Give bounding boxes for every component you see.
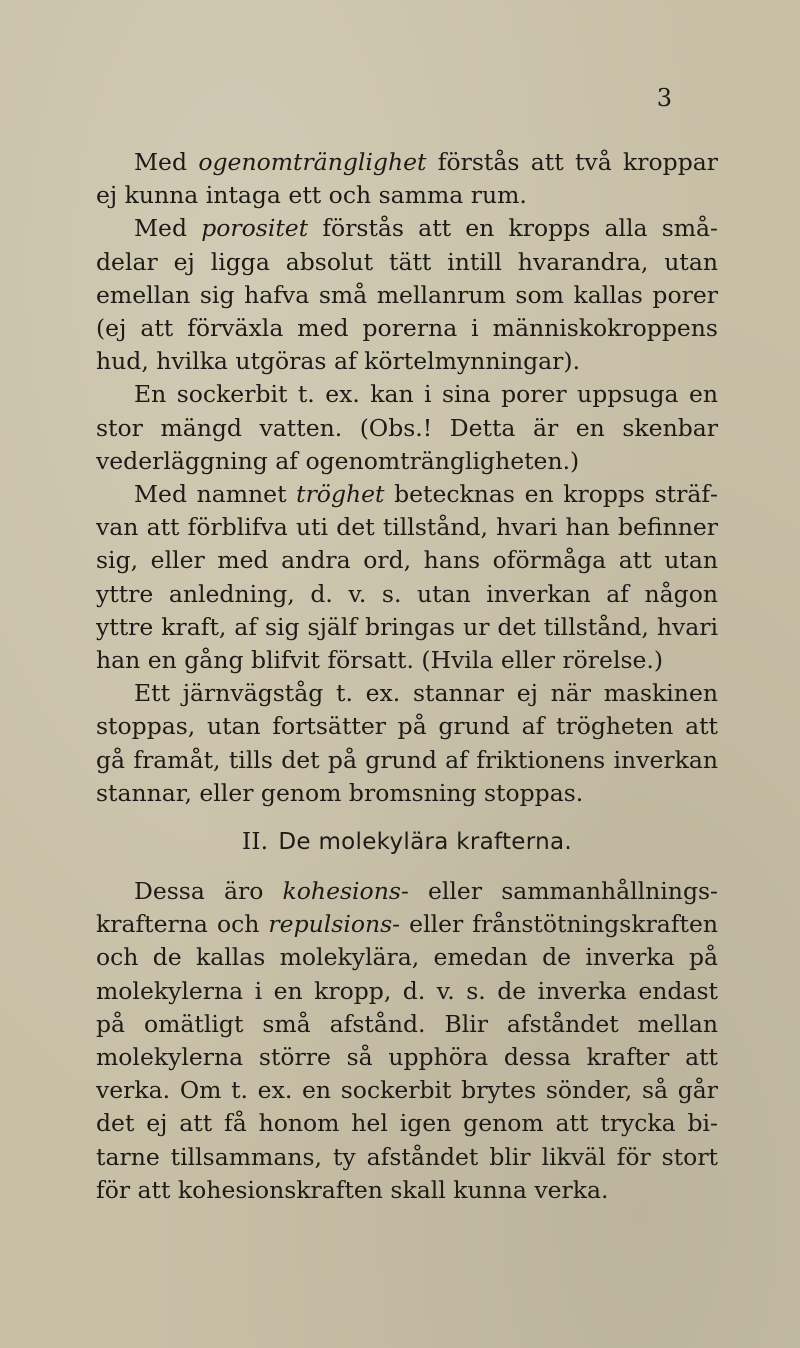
term-kohesions: kohesions-: [282, 877, 409, 905]
term-troghet: tröghet: [296, 480, 385, 509]
section-number: II.: [241, 829, 269, 855]
term-repulsions: repulsions-: [268, 910, 401, 939]
paragraph-troghet: Med namnet tröghet betecknas en kropps sträfvan att förblifva uti det tillstånd, hvari han befinner sig, eller med andra ord, hans oförmåga att utan yttre anledning, d. v. s. utan inverkan af någon yttre kraft, af sig själf bringas ur det tillstånd, hvari han en gång blifvit försatt. (Hvila eller rörelse.): [96, 480, 718, 675]
term-ogenomtranglighet: ogenomtränglighet: [198, 148, 427, 176]
section-title: De molekylära krafterna.: [278, 829, 572, 855]
paragraph-sockerbit-example: En sockerbit t. ex. kan i sina porer uppsuga en stor mängd vatten. (Obs.! Detta är en skenbar vederläggning af ogenomträngligheten.): [96, 380, 718, 475]
paragraph-ogenomtranglighet: Med ogenomtränglighet förstås att två kroppar ej kunna intaga ett och samma rum.: [96, 148, 718, 210]
paragraph-molekylara-krafter: Dessa äro kohesions- eller sammanhållningskrafterna och repulsions- eller frånstötningskraften och de kallas molekylära, emedan de inverka på molekylerna i en kropp, d. v. s. de inverka endast på omätligt små afstånd. Blir afståndet mellan molekylerna större så upphöra dessa krafter att verka. Om t. ex. en sockerbit brytes sönder, så går det ej att få honom hel igen genom att trycka bitarne tillsammans, ty afståndet blir likväl för stort för att kohesionskraften skall kunna verka.: [96, 877, 718, 1204]
paragraph-porositet: Med porositet förstås att en kropps alla smådelar ej ligga absolut tätt intill hvarandra, utan emellan sig hafva små mellanrum som kallas porer (ej att förväxla med porerna i människokroppens hud, hvilka utgöras af körtelmynningar).: [96, 214, 718, 376]
text-block-after: [96, 875, 718, 1207]
text-block-before: [96, 146, 718, 810]
section-heading: [96, 827, 718, 857]
page-number: 3: [656, 84, 672, 112]
term-porositet: porositet: [201, 214, 309, 243]
paragraph-jarnvagstag-example: Ett järnvägståg t. ex. stannar ej när maskinen stoppas, utan fortsätter på grund af trögheten att gå framåt, tills det på grund af friktionens inverkan stannar, eller genom bromsning stoppas.: [96, 679, 718, 807]
